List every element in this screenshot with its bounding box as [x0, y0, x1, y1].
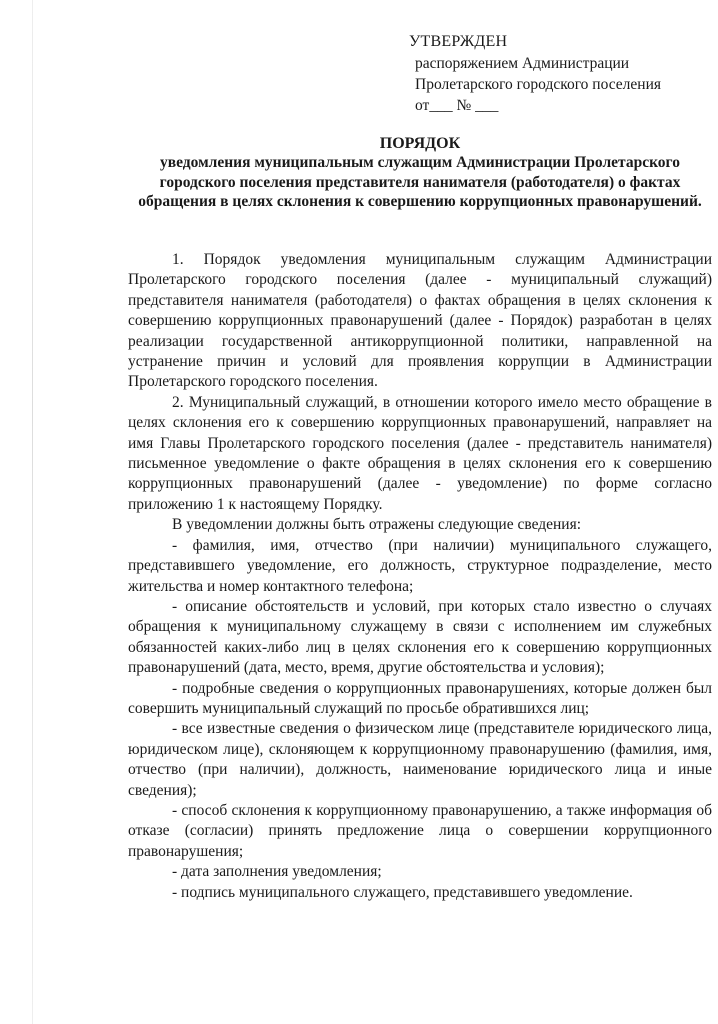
approval-line-2: Пролетарского городского поселения — [415, 76, 662, 93]
approval-stamp-block — [409, 31, 661, 116]
list-item: - все известные сведения о физическом лице (представителе юридического лица, юридическом лице), склоняющем к коррупционному правонарушению (фамилия, имя, отчество (при наличии), должность, наименование юридического лица и иные сведения); — [128, 720, 712, 799]
list-item: - фамилия, имя, отчество (при наличии) муниципального служащего, представившего уведомление, его должность, структурное подразделение, место жительства и номер контактного телефона; — [128, 536, 712, 595]
document-subtitle: уведомления муниципальным служащим Администрации Пролетарского городского поселения представителя нанимателя (работодателя) о фактах обращения в целях склонения к совершению коррупционных правонарушений. — [138, 154, 702, 210]
paragraph-3: В уведомлении должны быть отражены следующие сведения: — [172, 516, 582, 534]
scan-edge — [32, 0, 33, 1024]
document-title: ПОРЯДОК — [379, 135, 461, 152]
document-body — [128, 250, 712, 903]
list-item: - подпись муниципального служащего, представившего уведомление. — [172, 883, 633, 901]
approval-line-3: от___ № ___ — [415, 97, 499, 114]
approval-heading: УТВЕРЖДЕН — [409, 33, 508, 50]
list-item: - подробные сведения о коррупционных правонарушениях, которые должен был совершить муниципальный служащий по просьбе обратившихся лиц; — [128, 679, 712, 717]
paragraph-1: 1. Порядок уведомления муниципальным служащим Администрации Пролетарского городского поселения (далее - муниципальный служащий) представителя нанимателя (работодателя) о фактах обращения в целях склонения к совершению коррупционных правонарушений (далее - Порядок) разработан в целях реализации государственной антикоррупционной политики, направленной на устранение причин и условий для проявления коррупции в Администрации Пролетарского городского поселения. — [128, 251, 712, 391]
paragraph-2: 2. Муниципальный служащий, в отношении которого имело место обращение в целях склонения его к совершению коррупционных правонарушений, направляет на имя Главы Пролетарского городского поселения (далее - представитель нанимателя) письменное уведомление о факте обращения в целях склонения его к совершению коррупционных правонарушений (далее - уведомление) по форме согласно приложению 1 к настоящему Порядку. — [128, 393, 712, 513]
document-title-block — [128, 134, 712, 212]
list-item: - описание обстоятельств и условий, при которых стало известно о случаях обращения к муниципальному служащему в связи с исполнением им служебных обязанностей каких-либо лиц в целях склонения его к совершению коррупционных правонарушений (дата, место, время, другие обстоятельства и условия); — [128, 597, 712, 677]
list-item: - способ склонения к коррупционному правонарушению, а также информация об отказе (согласии) принять предложение лица о совершении коррупционного правонарушения; — [128, 801, 712, 860]
approval-line-1: распоряжением Администрации — [415, 55, 630, 72]
list-item: - дата заполнения уведомления; — [172, 863, 382, 881]
